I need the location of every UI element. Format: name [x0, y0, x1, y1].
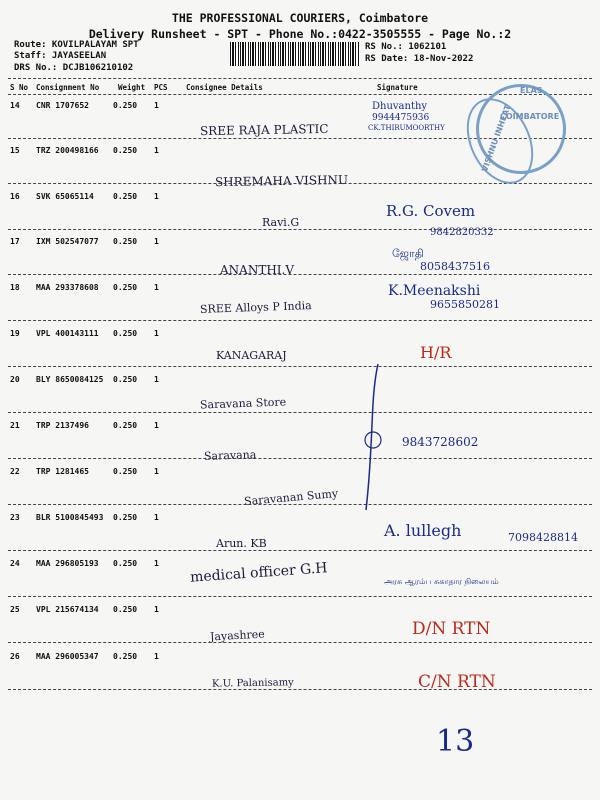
row-divider	[8, 504, 592, 505]
row-sno: 19	[10, 329, 20, 338]
row-weight: 0.250	[113, 467, 138, 476]
col-sno: S No	[10, 83, 29, 92]
signature-handwriting: K.Meenakshi	[388, 283, 481, 299]
row-sno: 25	[10, 605, 20, 614]
row-consignment: VPL 215674134	[36, 605, 99, 614]
drs-number: DRS No.: DCJB106210102	[14, 63, 134, 73]
row-divider	[8, 366, 592, 367]
row-weight: 0.250	[113, 283, 138, 292]
row-sno: 23	[10, 513, 20, 522]
row-divider	[8, 320, 592, 321]
row-consignment: TRP 2137496	[36, 421, 89, 430]
row-weight: 0.250	[113, 375, 138, 384]
signature-handwriting: Dhuvanthy	[372, 101, 428, 112]
row-consignment: BLY 8650084125	[36, 375, 104, 384]
consignee-handwriting: SREE Alloys P India	[199, 299, 312, 316]
signature-handwriting: A. lullegh	[384, 521, 462, 540]
row-consignment: MAA 296805193	[36, 559, 99, 568]
row-pcs: 1	[154, 146, 159, 155]
row-weight: 0.250	[113, 652, 138, 661]
row-pcs: 1	[154, 513, 159, 522]
row-sno: 16	[10, 192, 20, 201]
row-divider	[8, 550, 592, 551]
row-sno: 20	[10, 375, 20, 384]
consignee-handwriting: K.U. Palanisamy	[211, 677, 294, 690]
signature-handwriting: 9944475936	[372, 113, 430, 123]
row-weight: 0.250	[113, 192, 138, 201]
row-consignment: MAA 296005347	[36, 652, 99, 661]
document-title: THE PROFESSIONAL COURIERS, Coimbatore	[171, 11, 429, 25]
row-divider	[8, 274, 592, 275]
row-divider	[8, 642, 592, 643]
row-pcs: 1	[154, 237, 159, 246]
consignee-handwriting: ANANTHI.V	[220, 263, 295, 277]
row-consignment: MAA 293378608	[36, 283, 99, 292]
route-label: Route: KOVILPALAYAM SPT	[14, 40, 139, 50]
consignee-handwriting: SHREMAHA VISHNU	[214, 172, 349, 190]
signature-handwriting: H/R	[420, 343, 452, 362]
row-sno: 26	[10, 652, 20, 661]
row-divider	[8, 458, 592, 459]
row-divider	[8, 412, 592, 413]
row-consignment: TRZ 200498166	[36, 146, 99, 155]
row-sno: 22	[10, 467, 20, 476]
row-pcs: 1	[154, 467, 159, 476]
stamp-text-bottom: VISHNU INHEAT	[480, 103, 513, 174]
signature-handwriting: 7098428814	[508, 531, 578, 544]
pen-stroke	[360, 360, 420, 530]
row-weight: 0.250	[113, 329, 138, 338]
row-pcs: 1	[154, 283, 159, 292]
signature-handwriting: ஜோதி	[392, 247, 424, 260]
rs-date: RS Date: 18-Nov-2022	[365, 54, 474, 64]
signature-handwriting: R.G. Covem	[386, 202, 476, 220]
col-signature: Signature	[377, 83, 418, 92]
row-consignment: IXM 502547077	[36, 237, 99, 246]
row-pcs: 1	[154, 605, 159, 614]
consignee-handwriting: SREE RAJA PLASTIC	[199, 121, 329, 139]
signature-handwriting: CK.THIRUMOORTHY	[368, 124, 445, 132]
row-consignment: BLR 5100845493	[36, 513, 104, 522]
row-weight: 0.250	[113, 513, 138, 522]
row-sno: 18	[10, 283, 20, 292]
consignee-handwriting: Saravana Store	[199, 395, 287, 412]
signature-handwriting: D/N RTN	[412, 619, 491, 639]
row-consignment: CNR 1707652	[36, 101, 89, 110]
row-pcs: 1	[154, 101, 159, 110]
barcode	[230, 42, 360, 66]
consignee-handwriting: medical officer G.H	[189, 560, 328, 586]
row-weight: 0.250	[113, 237, 138, 246]
row-weight: 0.250	[113, 559, 138, 568]
signature-handwriting: C/N RTN	[418, 672, 496, 692]
document-subtitle: Delivery Runsheet - SPT - Phone No.:0422-3505555 - Page No.:2	[88, 27, 512, 41]
row-sno: 17	[10, 237, 20, 246]
row-weight: 0.250	[113, 421, 138, 430]
consignee-handwriting: Saravanan Sumy	[243, 486, 339, 509]
consignee-handwriting: Saravana	[203, 448, 257, 463]
signature-handwriting: 9842820332	[430, 227, 494, 238]
signature-handwriting: 9655850281	[430, 298, 500, 311]
header-divider-top	[8, 78, 592, 79]
staff-label: Staff: JAYASEELAN	[14, 51, 107, 61]
row-divider	[8, 689, 592, 690]
row-sno: 24	[10, 559, 20, 568]
row-pcs: 1	[154, 559, 159, 568]
row-sno: 14	[10, 101, 20, 110]
page-mark: 13	[436, 724, 475, 759]
row-consignment: TRP 1281465	[36, 467, 89, 476]
row-sno: 15	[10, 146, 20, 155]
row-consignment: VPL 400143111	[36, 329, 99, 338]
row-pcs: 1	[154, 421, 159, 430]
row-divider	[8, 229, 592, 230]
row-pcs: 1	[154, 375, 159, 384]
row-sno: 21	[10, 421, 20, 430]
stamp-text-top: ELAS	[520, 86, 543, 95]
row-divider	[8, 596, 592, 597]
col-consignment: Consignment No	[36, 83, 100, 92]
col-consignee: Consignee Details	[186, 83, 263, 92]
rs-number: RS No.: 1062101	[365, 42, 447, 52]
row-pcs: 1	[154, 652, 159, 661]
col-weight: Weight	[118, 83, 146, 92]
signature-handwriting: 8058437516	[420, 260, 490, 273]
row-consignment: SVK 65065114	[36, 192, 94, 201]
signature-handwriting: 9843728602	[402, 435, 479, 449]
row-weight: 0.250	[113, 605, 138, 614]
consignee-handwriting: KANAGARAJ	[216, 349, 287, 362]
row-weight: 0.250	[113, 146, 138, 155]
col-pcs: PCS	[154, 83, 168, 92]
stamp-text-side: COIMBATORE	[500, 112, 560, 121]
consignee-handwriting: Arun. KB	[216, 537, 267, 550]
row-pcs: 1	[154, 192, 159, 201]
consignee-handwriting: Ravi.G	[262, 216, 300, 229]
row-pcs: 1	[154, 329, 159, 338]
consignee-handwriting: Jayashree	[209, 627, 266, 644]
signature-handwriting: அரசு ஆரம்ப சுகாதார நிலையம்	[384, 577, 499, 586]
row-weight: 0.250	[113, 101, 138, 110]
